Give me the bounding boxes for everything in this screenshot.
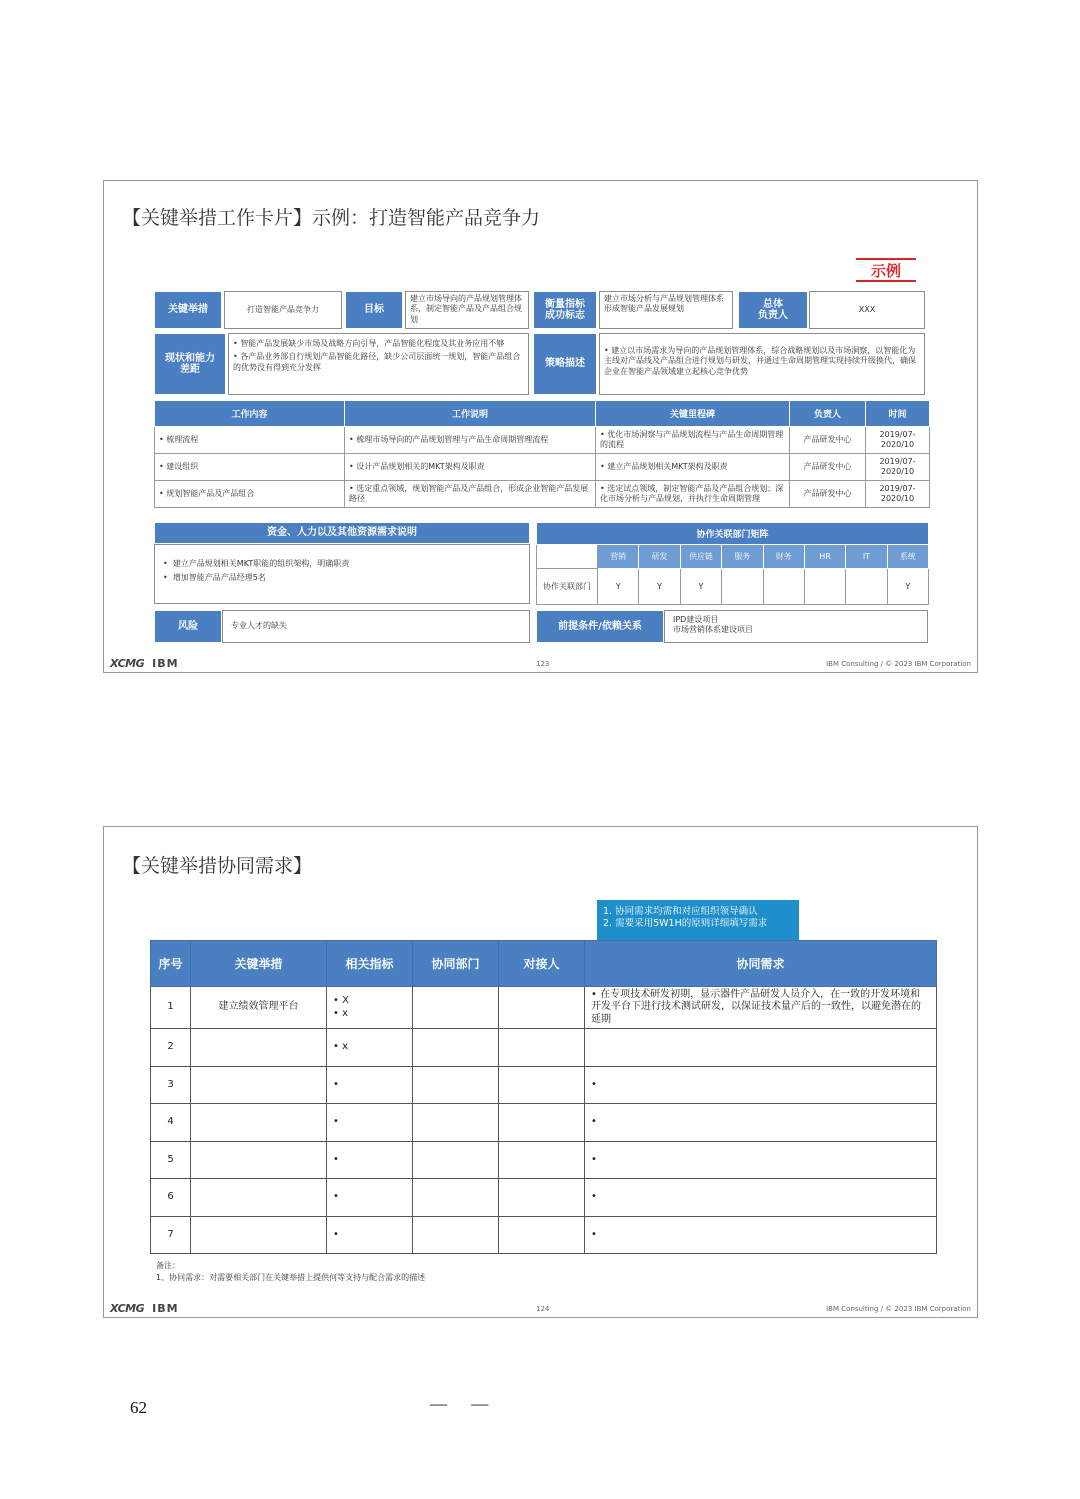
owner: 产品研发中心 — [790, 454, 866, 481]
work-desc: • 选定重点领域，规划智能产品及产品组合，形成企业智能产品发展路径 — [345, 481, 596, 508]
callout-line: 2. 需要采用5W1H的原则详细填写需求 — [603, 918, 768, 930]
row-contact — [499, 987, 585, 1029]
status-values — [228, 333, 529, 395]
row-measure — [191, 1104, 327, 1142]
slide-page-number: 124 — [536, 1305, 550, 1313]
key-measure-label: 关键举措 — [154, 291, 222, 329]
brand-logo — [110, 1302, 179, 1315]
notes — [156, 1260, 425, 1284]
risk-value: 专业人才的缺失 — [222, 610, 530, 643]
metric-item: 建立市场分析与产品规划管理体系 — [604, 294, 724, 303]
copyright: IBM Consulting / © 2023 IBM Corporation — [826, 660, 971, 668]
owner: 产品研发中心 — [790, 427, 866, 454]
prereq-label: 前提条件/依赖关系 — [536, 610, 664, 643]
row-contact — [499, 1104, 585, 1142]
collab-matrix — [536, 522, 929, 605]
matrix-col: IT — [846, 545, 887, 569]
metric-label: 衡量指标 成功标志 — [533, 291, 597, 329]
brand-logo — [110, 657, 179, 670]
prereq-values — [664, 610, 928, 643]
row-dept — [413, 1104, 499, 1142]
col-metrics: 相关指标 — [327, 941, 413, 987]
ibm-logo: IBM — [152, 657, 179, 670]
matrix-col: 服务 — [722, 545, 763, 569]
matrix-cell: Y — [639, 569, 680, 605]
row-contact — [499, 1066, 585, 1104]
milestone: • 选定试点领域，制定智能产品及产品组合规划；深化市场分析与产品规划，并执行生命周期管理 — [596, 481, 790, 508]
col-measure: 关键举措 — [191, 941, 327, 987]
row-need: • — [585, 1066, 937, 1104]
matrix-cell — [804, 569, 845, 605]
xcmg-logo: XCMG — [110, 1302, 145, 1315]
slide-key-measure-card — [103, 180, 978, 673]
row-no: 2 — [151, 1029, 191, 1067]
time: 2019/07- 2020/10 — [866, 454, 930, 481]
row-no: 1 — [151, 987, 191, 1029]
row-need: • — [585, 1104, 937, 1142]
table-row — [155, 454, 930, 481]
callout-line: 1. 协同需求均需和对应组织领导确认 — [603, 906, 758, 917]
row-metrics: • — [327, 1216, 413, 1254]
row-dept — [413, 1141, 499, 1179]
col-work-desc: 工作说明 — [345, 401, 596, 427]
row-need: • — [585, 1141, 937, 1179]
row-dept — [413, 1179, 499, 1217]
table-row — [155, 481, 930, 508]
copyright: IBM Consulting / © 2023 IBM Corporation — [826, 1305, 971, 1313]
row-contact — [499, 1179, 585, 1217]
work-desc: • 梳理市场导向的产品规划管理与产品生命周期管理流程 — [345, 427, 596, 454]
row-dept — [413, 1066, 499, 1104]
row-no: 3 — [151, 1066, 191, 1104]
milestone: • 建立产品规划相关MKT架构及职责 — [596, 454, 790, 481]
slide-collab-needs — [103, 826, 978, 1318]
owner-label: 总体 负责人 — [738, 291, 808, 329]
col-contact: 对接人 — [499, 941, 585, 987]
resource-header: 资金、人力以及其他资源需求说明 — [154, 522, 530, 544]
ibm-logo: IBM — [152, 1302, 179, 1315]
table-row — [155, 427, 930, 454]
matrix-col: 研发 — [639, 545, 680, 569]
row-metrics: • x — [327, 1029, 413, 1067]
matrix-col: HR — [804, 545, 845, 569]
matrix-col: 营销 — [598, 545, 639, 569]
row-measure — [191, 1179, 327, 1217]
col-milestone: 关键里程碑 — [596, 401, 790, 427]
row-no: 7 — [151, 1216, 191, 1254]
work-content: • 建设组织 — [155, 454, 345, 481]
table-row — [151, 1104, 937, 1142]
callout-note — [597, 900, 799, 940]
slide-footer — [104, 1301, 977, 1315]
work-content: • 规划智能产品及产品组合 — [155, 481, 345, 508]
row-measure: 建立绩效管理平台 — [191, 987, 327, 1029]
row-measure — [191, 1216, 327, 1254]
work-table — [154, 400, 930, 508]
goal-value: 建立市场导向的产品规划管理体系，制定智能产品及产品组合规划 — [405, 291, 529, 329]
owner: 产品研发中心 — [790, 481, 866, 508]
table-row — [151, 1066, 937, 1104]
row-dept — [413, 1029, 499, 1067]
row-contact — [499, 1141, 585, 1179]
row-need — [585, 1029, 937, 1067]
time: 2019/07- 2020/10 — [866, 481, 930, 508]
row-measure — [191, 1066, 327, 1104]
metric-item: 形成智能产品发展规划 — [604, 304, 684, 314]
row-need: • — [585, 1179, 937, 1217]
matrix-cell: Y — [680, 569, 721, 605]
status-item: • 各产品业务部自行规划产品智能化路径，缺少公司层面统一规划，智能产品组合的优势没有得到充分发挥 — [233, 352, 521, 372]
status-item: • 智能产品发展缺少市场及战略方向引导，产品智能化程度及其业务应用不够 — [233, 339, 505, 348]
work-table-header — [155, 401, 930, 427]
row-need: • 在专项技术研发初期，显示器件产品研发人员介入，在一致的开发环境和开发平台下进行技术测试研发，以保证技术量产后的一致性，以避免潜在的延期 — [585, 987, 937, 1029]
row-need: • — [585, 1216, 937, 1254]
slide-page-number: 123 — [536, 660, 550, 668]
matrix-col: 系统 — [887, 545, 928, 569]
resource-item: • 建立产品规划相关MKT职能的组织架构，明确职责 — [163, 559, 350, 568]
matrix-cell — [846, 569, 887, 605]
col-dept: 协同部门 — [413, 941, 499, 987]
row-metrics: • X • x — [327, 987, 413, 1029]
page-number: 62 — [130, 1398, 147, 1417]
collab-table-header — [151, 941, 937, 987]
table-row — [151, 1141, 937, 1179]
row-contact — [499, 1029, 585, 1067]
table-row — [151, 1029, 937, 1067]
time: 2019/07- 2020/10 — [866, 427, 930, 454]
col-work-content: 工作内容 — [155, 401, 345, 427]
strategy-value: • 建立以市场需求为导向的产品规划管理体系，综合战略规划以及市场洞察，以智能化为主线对产品线及产品组合进行规划与研发，并通过生命周期管理实现持续升级换代，确保企业在智能产品领域建立起核心竞争优势 — [599, 333, 925, 395]
prereq-item: IPD建设项目 — [673, 615, 719, 624]
slide-footer — [104, 656, 977, 670]
row-metrics: • — [327, 1179, 413, 1217]
table-row — [151, 1216, 937, 1254]
slide-title: 【关键举措协同需求】 — [122, 855, 313, 877]
matrix-cell: Y — [598, 569, 639, 605]
matrix-col: 财务 — [763, 545, 804, 569]
col-time: 时间 — [866, 401, 930, 427]
resource-values — [154, 544, 530, 604]
prereq-item: 市场营销体系建设项目 — [673, 625, 753, 635]
page-dash: — — — [430, 1394, 499, 1413]
col-no: 序号 — [151, 941, 191, 987]
row-metrics: • — [327, 1141, 413, 1179]
strategy-label: 策略描述 — [533, 333, 597, 395]
notes-title: 备注： — [156, 1261, 180, 1270]
matrix-col: 供应链 — [680, 545, 721, 569]
matrix-cell — [763, 569, 804, 605]
matrix-cell — [722, 569, 763, 605]
matrix-cell: Y — [887, 569, 928, 605]
row-measure — [191, 1029, 327, 1067]
row-dept — [413, 1216, 499, 1254]
row-metrics: • — [327, 1104, 413, 1142]
resource-item: • 增加智能产品产品经理5名 — [163, 573, 266, 583]
table-row — [537, 569, 929, 605]
row-no: 6 — [151, 1179, 191, 1217]
example-stamp: 示例 — [856, 258, 916, 282]
risk-label: 风险 — [154, 610, 222, 643]
matrix-header: 协作关联部门矩阵 — [537, 523, 929, 545]
row-no: 5 — [151, 1141, 191, 1179]
work-content: • 梳理流程 — [155, 427, 345, 454]
slide-title: 【关键举措工作卡片】示例：打造智能产品竞争力 — [122, 207, 541, 229]
xcmg-logo: XCMG — [110, 657, 145, 670]
row-measure — [191, 1141, 327, 1179]
row-dept — [413, 987, 499, 1029]
col-need: 协同需求 — [585, 941, 937, 987]
key-measure-value: 打造智能产品竞争力 — [224, 291, 342, 329]
notes-text: 1、协同需求：对需要相关部门在关键举措上提供何等支持与配合需求的描述 — [156, 1273, 426, 1282]
collab-table — [150, 940, 937, 1254]
goal-label: 目标 — [345, 291, 403, 329]
metric-values — [599, 291, 733, 329]
table-row — [151, 987, 937, 1029]
col-owner: 负责人 — [790, 401, 866, 427]
row-no: 4 — [151, 1104, 191, 1142]
matrix-corner — [537, 545, 598, 569]
table-row — [151, 1179, 937, 1217]
status-label: 现状和能力 差距 — [154, 333, 226, 395]
matrix-row-label: 协作关联部门 — [537, 569, 598, 605]
milestone: • 优化市场洞察与产品规划流程与产品生命周期管理的流程 — [596, 427, 790, 454]
row-metrics: • — [327, 1066, 413, 1104]
work-desc: • 设计产品规划相关的MKT架构及职责 — [345, 454, 596, 481]
owner-value: XXX — [809, 291, 925, 329]
row-contact — [499, 1216, 585, 1254]
